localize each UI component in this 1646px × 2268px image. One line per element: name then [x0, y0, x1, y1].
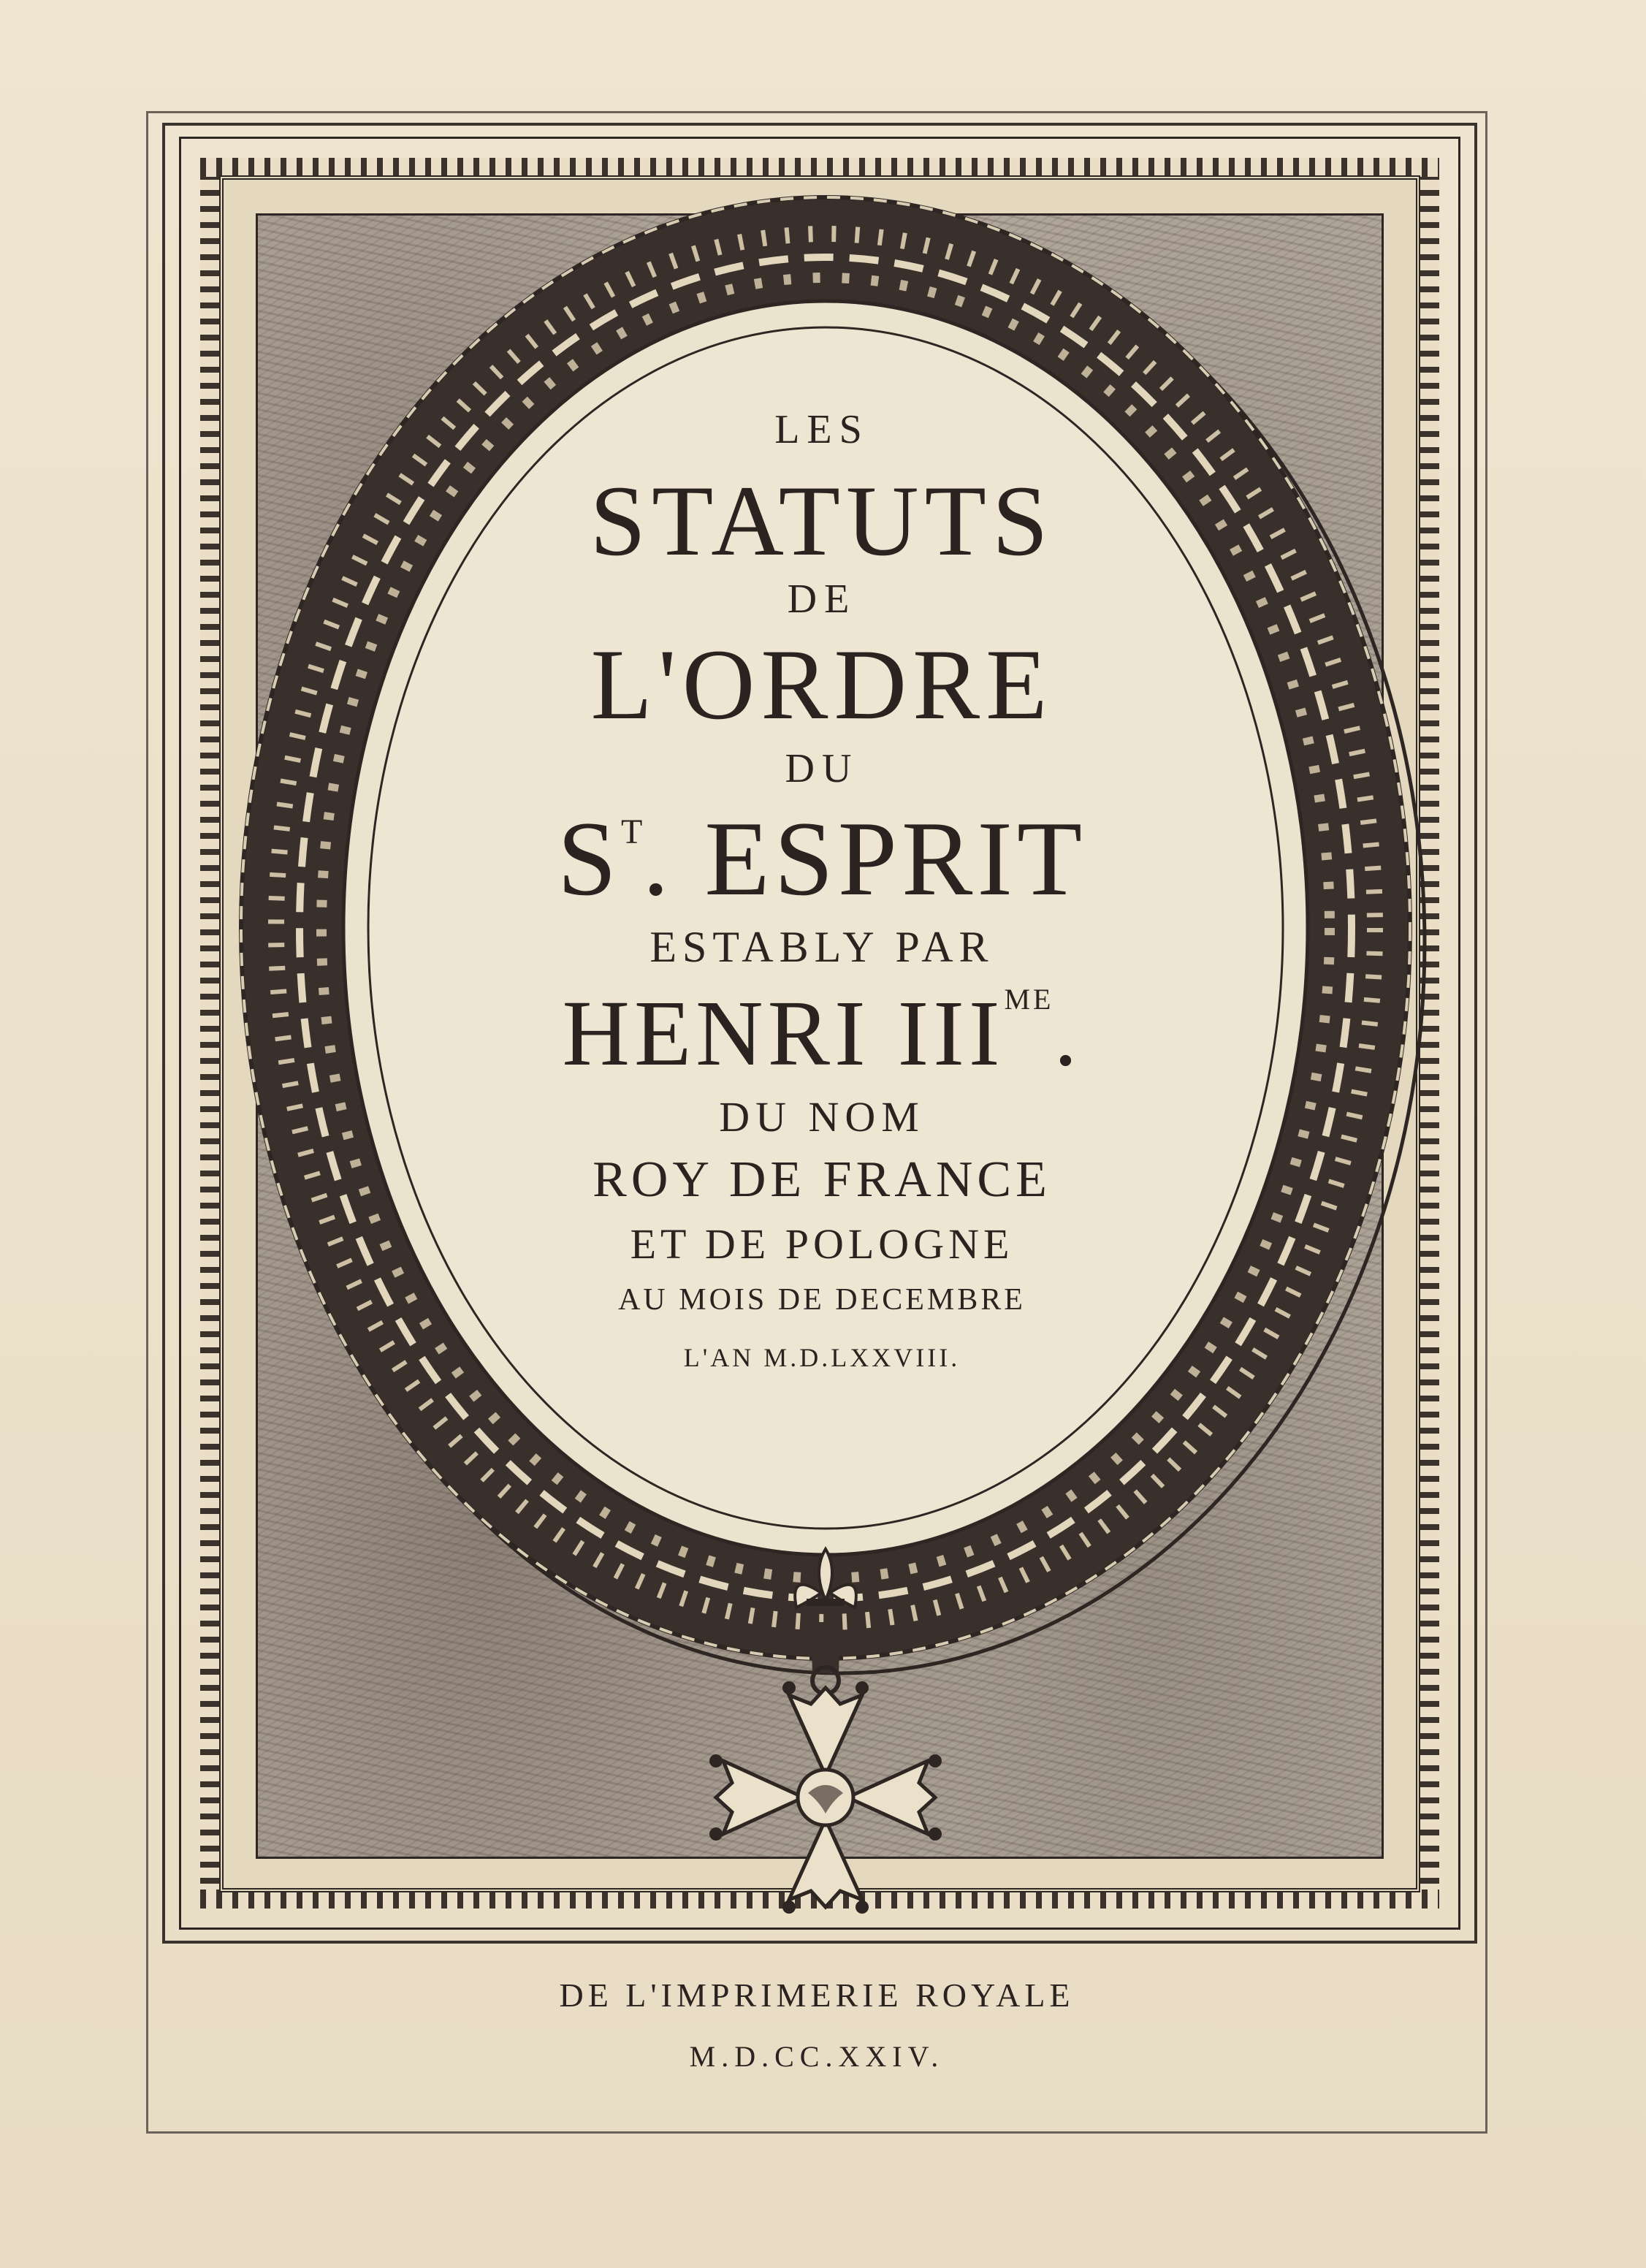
imprint-year: M.D.CC.XXIV.: [689, 2040, 945, 2073]
imprint-printer: DE L'IMPRIMERIE ROYALE: [559, 1976, 1075, 2014]
title-line-pologne: ET DE POLOGNE: [630, 1220, 1014, 1268]
title-line-ordre: L'ORDRE: [590, 628, 1053, 740]
title-line-roy: ROY DE FRANCE: [593, 1152, 1051, 1208]
henri-superscript: ME: [1004, 983, 1054, 1016]
imprint: [146, 1976, 1487, 2074]
title-line-statuts: STATUTS: [590, 465, 1054, 576]
esprit-word: . ESPRIT: [642, 799, 1087, 918]
henri-name: HENRI III: [562, 981, 1005, 1085]
st-main: S: [557, 799, 622, 918]
title-line-du: DU: [785, 746, 859, 791]
title-line-mois: AU MOIS DE DECEMBRE: [618, 1283, 1026, 1317]
henri-dot: .: [1053, 981, 1082, 1085]
title-line-de: DE: [787, 576, 857, 622]
title-line-du-nom: DU NOM: [719, 1093, 925, 1141]
st-superscript: T: [621, 813, 643, 851]
title-line-estably: ESTABLY PAR: [649, 923, 994, 971]
title-text: [409, 409, 1235, 1371]
title-line-les: LES: [774, 407, 869, 452]
maltese-cross-pendant-icon: [709, 1622, 942, 1914]
title-line-henri: [409, 981, 1235, 1085]
title-line-lan: L'AN M.D.LXXVIII.: [683, 1343, 961, 1372]
title-line-esprit: [409, 799, 1235, 918]
